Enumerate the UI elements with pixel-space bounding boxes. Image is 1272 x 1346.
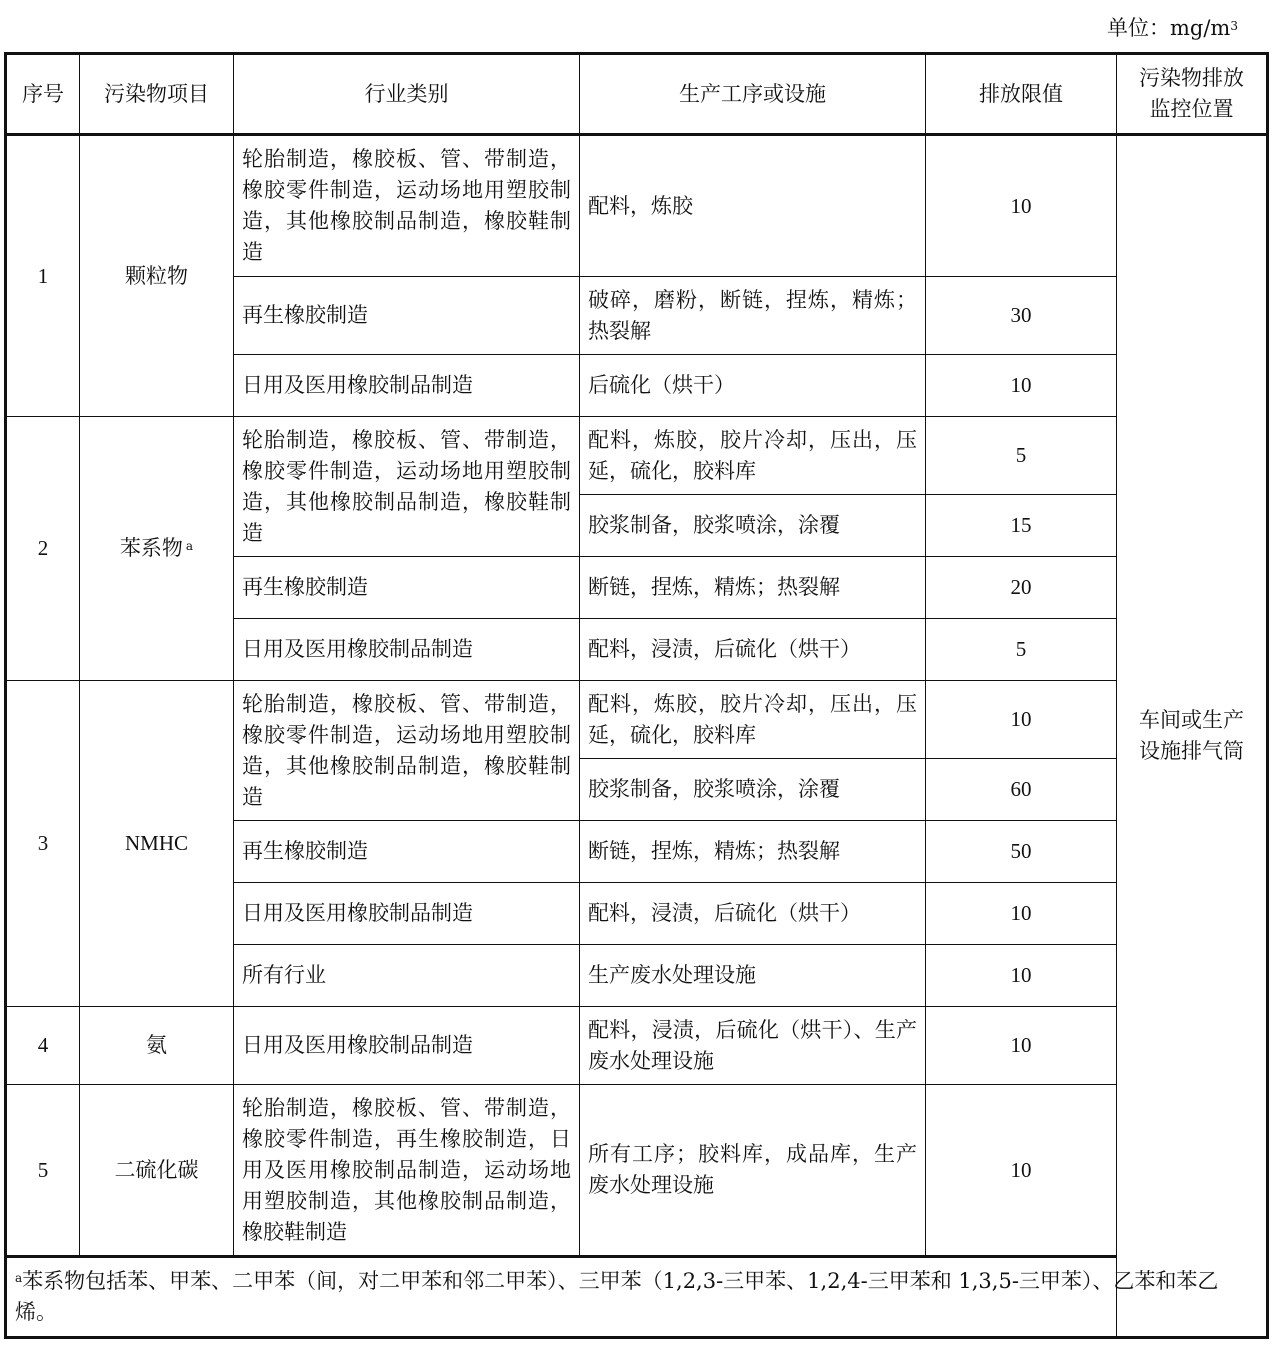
pollutant-name-cell xyxy=(80,417,234,681)
pollutant-name: 氨 xyxy=(80,1007,234,1085)
footnote-text: 苯系物包括苯、甲苯、二甲苯（间，对二甲苯和邻二甲苯）、三甲苯（1,2,3-三甲苯、1,2,4-三甲苯和 1,3,5-三甲苯）、乙苯和苯乙烯。 xyxy=(15,1269,1219,1324)
process-cell: 断链，捏炼，精炼；热裂解 xyxy=(580,821,926,883)
process-cell: 配料，浸渍，后硫化（烘干）、生产废水处理设施 xyxy=(580,1007,926,1085)
table-row xyxy=(6,1007,1268,1085)
row-no: 3 xyxy=(6,681,80,1007)
industry-cell: 所有行业 xyxy=(234,945,580,1007)
table-row xyxy=(6,417,1268,495)
process-cell: 配料，浸渍，后硫化（烘干） xyxy=(580,883,926,945)
table-row xyxy=(6,135,1268,277)
footnote-cell xyxy=(6,1257,1268,1338)
limit-cell: 10 xyxy=(926,681,1117,759)
footnote-mark: a xyxy=(185,539,194,553)
footnote-mark: a xyxy=(15,1271,23,1285)
row-no: 5 xyxy=(6,1085,80,1257)
unit-label xyxy=(1107,14,1238,42)
limit-cell: 10 xyxy=(926,355,1117,417)
header-monitor: 污染物排放监控位置 xyxy=(1117,54,1268,135)
monitor-location: 车间或生产设施排气筒 xyxy=(1117,135,1268,1338)
process-cell: 配料，炼胶 xyxy=(580,135,926,277)
industry-cell: 轮胎制造，橡胶板、管、带制造，橡胶零件制造，运动场地用塑胶制造，其他橡胶制品制造，橡胶鞋制造 xyxy=(234,417,580,557)
industry-cell: 轮胎制造，橡胶板、管、带制造，橡胶零件制造，运动场地用塑胶制造，其他橡胶制品制造，橡胶鞋制造 xyxy=(234,135,580,277)
industry-cell: 再生橡胶制造 xyxy=(234,557,580,619)
footnote-row xyxy=(6,1257,1268,1338)
limit-cell: 20 xyxy=(926,557,1117,619)
process-cell: 断链，捏炼，精炼；热裂解 xyxy=(580,557,926,619)
limit-cell: 30 xyxy=(926,277,1117,355)
process-cell: 所有工序；胶料库，成品库，生产废水处理设施 xyxy=(580,1085,926,1257)
process-cell: 胶浆制备，胶浆喷涂，涂覆 xyxy=(580,759,926,821)
pollutant-name: NMHC xyxy=(80,681,234,1007)
header-process: 生产工序或设施 xyxy=(580,54,926,135)
industry-cell: 日用及医用橡胶制品制造 xyxy=(234,619,580,681)
process-cell: 胶浆制备，胶浆喷涂，涂覆 xyxy=(580,495,926,557)
industry-cell: 日用及医用橡胶制品制造 xyxy=(234,1007,580,1085)
footnote xyxy=(15,1266,1258,1328)
limit-cell: 10 xyxy=(926,1085,1117,1257)
table-row xyxy=(6,1085,1268,1257)
header-limit: 排放限值 xyxy=(926,54,1117,135)
pollutant-name: 颗粒物 xyxy=(80,135,234,417)
process-cell: 后硫化（烘干） xyxy=(580,355,926,417)
industry-cell: 再生橡胶制造 xyxy=(234,821,580,883)
industry-cell: 日用及医用橡胶制品制造 xyxy=(234,883,580,945)
pollutant-name: 二硫化碳 xyxy=(80,1085,234,1257)
unit-superscript: 3 xyxy=(1230,19,1238,33)
limit-cell: 60 xyxy=(926,759,1117,821)
limit-cell: 5 xyxy=(926,417,1117,495)
limit-cell: 15 xyxy=(926,495,1117,557)
row-no: 4 xyxy=(6,1007,80,1085)
row-no: 1 xyxy=(6,135,80,417)
emission-limit-table xyxy=(4,52,1269,1339)
process-cell: 配料，炼胶，胶片冷却，压出，压延，硫化，胶料库 xyxy=(580,681,926,759)
unit-text: 单位：mg/m xyxy=(1107,16,1231,40)
table-row xyxy=(6,681,1268,759)
process-cell: 破碎，磨粉，断链，捏炼，精炼；热裂解 xyxy=(580,277,926,355)
header-row xyxy=(6,54,1268,135)
limit-cell: 10 xyxy=(926,1007,1117,1085)
process-cell: 生产废水处理设施 xyxy=(580,945,926,1007)
limit-cell: 5 xyxy=(926,619,1117,681)
process-cell: 配料，炼胶，胶片冷却，压出，压延，硫化，胶料库 xyxy=(580,417,926,495)
header-pollutant: 污染物项目 xyxy=(80,54,234,135)
limit-cell: 10 xyxy=(926,135,1117,277)
header-industry: 行业类别 xyxy=(234,54,580,135)
industry-cell: 轮胎制造，橡胶板、管、带制造，橡胶零件制造，运动场地用塑胶制造，其他橡胶制品制造，橡胶鞋制造 xyxy=(234,681,580,821)
process-cell: 配料，浸渍，后硫化（烘干） xyxy=(580,619,926,681)
limit-cell: 10 xyxy=(926,945,1117,1007)
pollutant-name: 苯系物 xyxy=(119,536,183,560)
limit-cell: 50 xyxy=(926,821,1117,883)
industry-cell: 轮胎制造，橡胶板、管、带制造，橡胶零件制造，再生橡胶制造，日用及医用橡胶制品制造，运动场地用塑胶制造，其他橡胶制品制造，橡胶鞋制造 xyxy=(234,1085,580,1257)
limit-cell: 10 xyxy=(926,883,1117,945)
header-no: 序号 xyxy=(6,54,80,135)
industry-cell: 再生橡胶制造 xyxy=(234,277,580,355)
industry-cell: 日用及医用橡胶制品制造 xyxy=(234,355,580,417)
row-no: 2 xyxy=(6,417,80,681)
